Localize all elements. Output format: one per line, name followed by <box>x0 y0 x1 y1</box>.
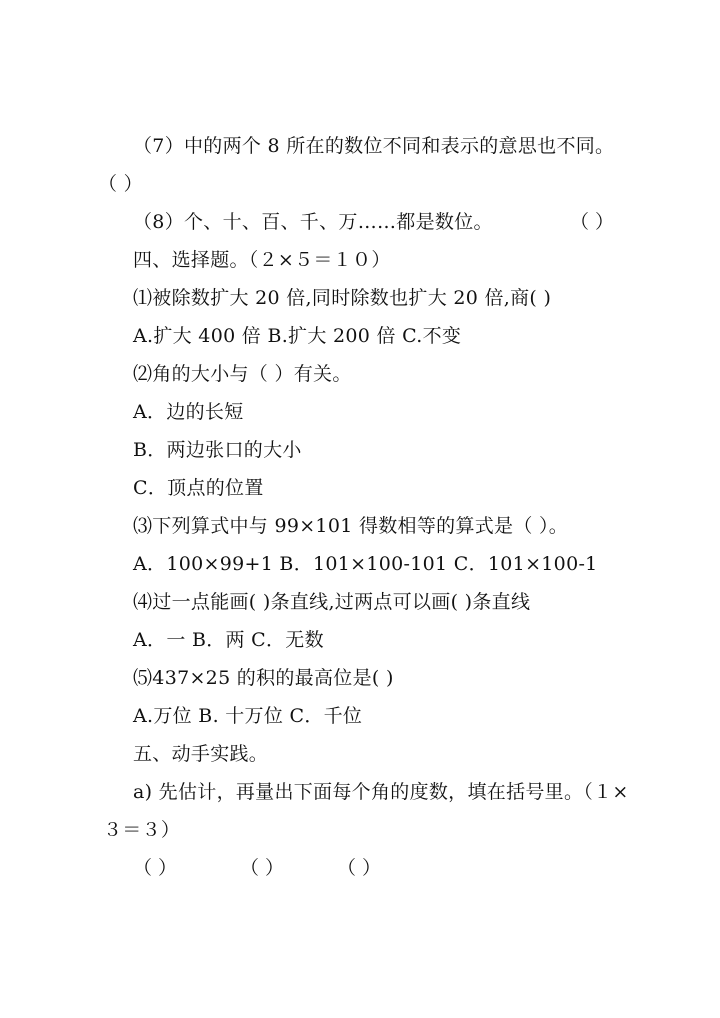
section-5-heading: 五、动手实践。 <box>133 743 269 765</box>
question-2: ⑵角的大小与（ ）有关。 <box>133 363 352 385</box>
task-a-instruction-cont: ３＝３） <box>103 819 181 841</box>
angle-2-answer-paren: （ ） <box>240 857 285 879</box>
question-2-option-c: C．顶点的位置 <box>133 477 264 499</box>
question-1-options: A.扩大 400 倍 B.扩大 200 倍 C.不变 <box>133 325 462 347</box>
question-4: ⑷过一点能画( )条直线,过两点可以画( )条直线 <box>133 591 531 613</box>
section-4-heading: 四、选择题。（２×５＝１０） <box>133 249 391 271</box>
question-5-options: A.万位 B. 十万位 C．千位 <box>133 705 363 727</box>
item-7-statement: （7）中的两个 8 所在的数位不同和表示的意思也不同。 <box>133 135 615 157</box>
question-3: ⑶下列算式中与 99×101 得数相等的算式是（ ）。 <box>133 515 569 537</box>
question-2-option-b: B．两边张口的大小 <box>133 439 302 461</box>
item-8-statement: （8）个、十、百、千、万……都是数位。 <box>133 211 493 233</box>
item-7-answer-paren: （ ） <box>98 173 143 195</box>
question-3-options: A．100×99+1 B．101×100-101 C．101×100-1 <box>133 553 598 575</box>
angle-3-answer-paren: （ ） <box>337 857 382 879</box>
item-8-answer-paren: （ ） <box>570 211 615 233</box>
question-4-options: A．一 B．两 C．无数 <box>133 629 324 651</box>
angle-1-answer-paren: （ ） <box>133 857 178 879</box>
question-5: ⑸437×25 的积的最高位是( ) <box>133 667 394 689</box>
question-2-option-a: A．边的长短 <box>133 401 244 423</box>
question-1: ⑴被除数扩大 20 倍,同时除数也扩大 20 倍,商( ) <box>133 287 552 309</box>
task-a-instruction: a) 先估计，再量出下面每个角的度数，填在括号里。（１× <box>133 781 629 803</box>
